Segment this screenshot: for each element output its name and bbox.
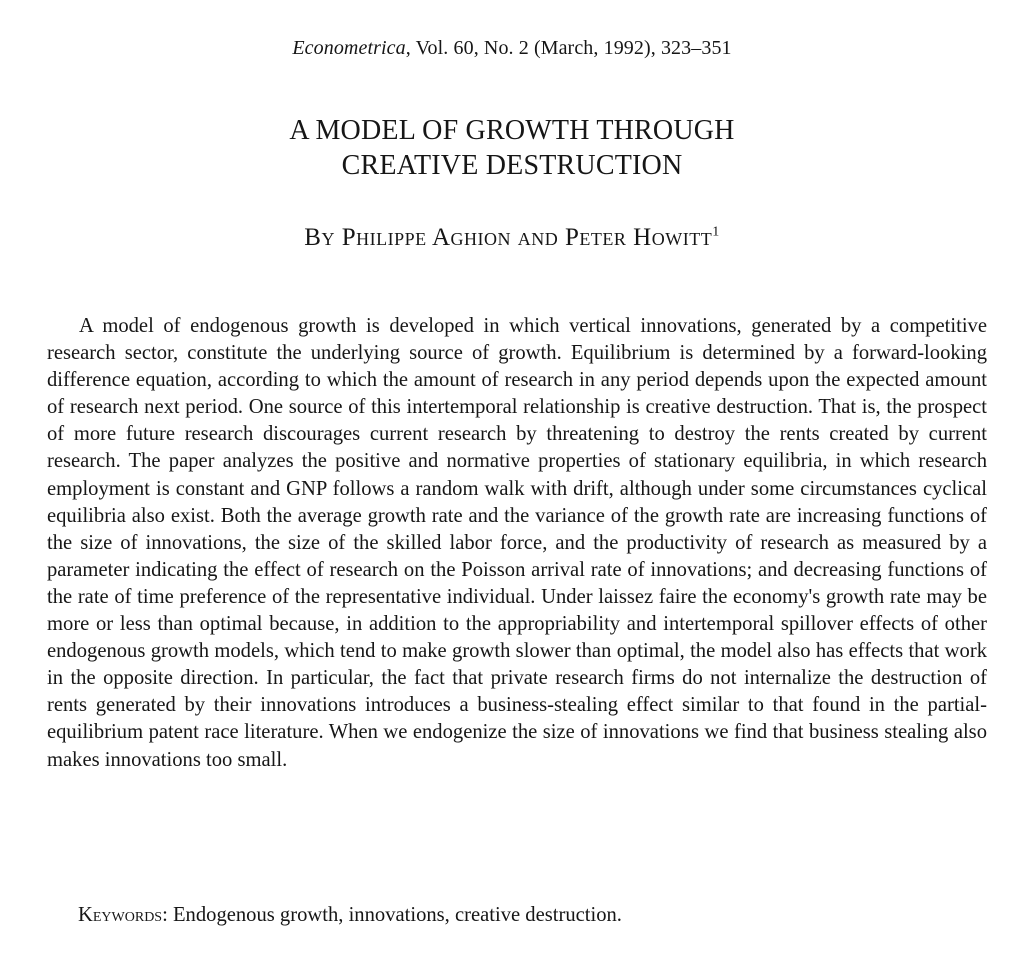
- title-line-1: A MODEL OF GROWTH THROUGH: [289, 115, 735, 146]
- journal-name: Econometrica: [292, 37, 406, 59]
- author-byline: [0, 222, 1024, 254]
- abstract-text: A model of endogenous growth is developed in which vertical innovations, generated by a competitive research sector, constitute the underlying source of growth. Equilibrium is determined by a forward-looking difference equation, according to which the amount of research in any period depends upon the expected amount of research next period. One source of this intertemporal relationship is creative destruction. That is, the prospect of more future research discourages current research by threatening to destroy the rents created by current research. The paper analyzes the positive and normative properties of stationary equilibria, in which research employment is constant and GNP follows a random walk with drift, although under some circumstances cyclical equilibria also exist. Both the average growth rate and the variance of the growth rate are increasing functions of the size of innovations, the size of the skilled labor force, and the productivity of research as measured by a parameter indicating the effect of research on the Poisson arrival rate of innovations; and decreasing functions of the rate of time preference of the representative individual. Under laissez faire the economy's growth rate may be more or less than optimal because, in addition to the appropriability and intertemporal spillover effects of other endogenous growth models, which tend to make growth slower than optimal, the model also has effects that work in the opposite direction. In particular, the fact that private research firms do not internalize the destruction of rents generated by their innovations introduces a business-stealing effect similar to that found in the partial-equilibrium patent race literature. When we endogenize the size of innovations we find that business stealing also makes innovations too small.: [47, 315, 987, 771]
- title-line-2: CREATIVE DESTRUCTION: [341, 150, 683, 181]
- footnote-marker: 1: [712, 224, 720, 240]
- keywords-label: Keywords:: [78, 904, 168, 926]
- keywords-text: Endogenous growth, innovations, creative destruction.: [167, 904, 622, 926]
- journal-citation: [0, 36, 1024, 60]
- keywords: [78, 902, 978, 929]
- paper-title: [0, 113, 1024, 183]
- citation-details: , Vol. 60, No. 2 (March, 1992), 323–351: [405, 37, 732, 59]
- authors: By Philippe Aghion and Peter Howitt: [304, 224, 713, 251]
